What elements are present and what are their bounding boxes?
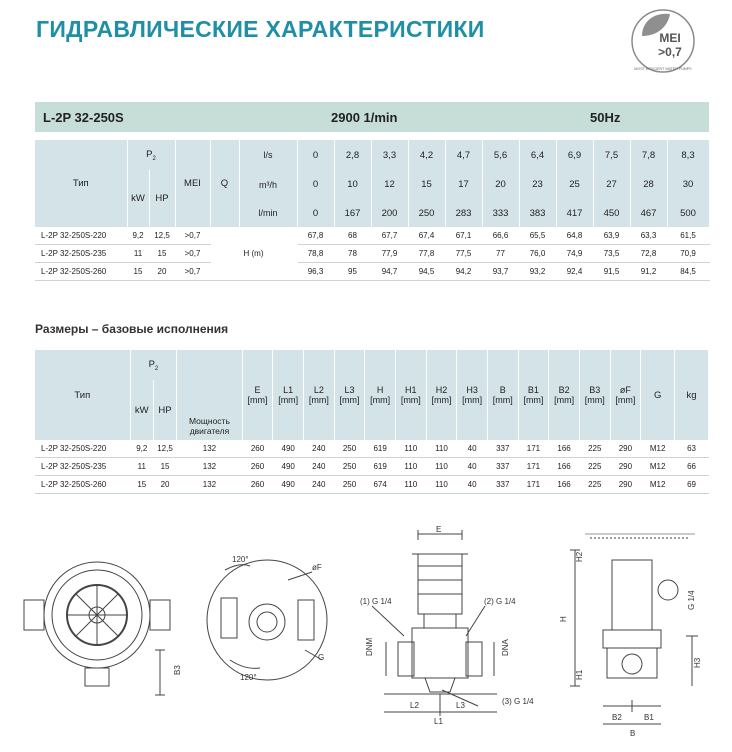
dimensions-title: Размеры – базовые исполнения [35,322,229,336]
dim-cell: 166 [549,476,580,494]
dim-cell: 240 [304,440,335,458]
head-cell: 74,9 [556,245,593,263]
dim-cell: 290 [610,476,641,494]
row-hp: 20 [153,476,176,494]
label-l3: L3 [456,701,465,710]
table-row [35,458,709,476]
technical-drawings [0,510,732,752]
row-kg: 66 [675,458,709,476]
dimensions-table [35,350,709,494]
row-name: L-2P 32-250S-260 [35,476,130,494]
flow-cell: 0 [297,170,334,199]
performance-table [35,140,710,281]
label-l1: L1 [434,717,443,726]
head-cell: 67,7 [371,227,408,245]
dim-cell: 171 [518,458,549,476]
dim-cell: 290 [610,458,641,476]
g-header: G [641,350,675,440]
head-cell: 72,8 [630,245,667,263]
row-kw: 15 [130,476,153,494]
row-kw: 15 [127,263,149,281]
row-kw: 11 [130,458,153,476]
flow-cell: 6,4 [519,140,556,170]
dim-cell: 110 [395,440,426,458]
flow-cell: 0 [297,140,334,170]
model-header-band [35,102,709,132]
dim-cell: 225 [579,476,610,494]
label-gs: G 1/4 [687,590,696,610]
row-g: M12 [641,440,675,458]
dim-cell: 166 [549,440,580,458]
unit-lmin: l/min [239,199,297,227]
table-row [35,245,709,263]
row-motor: 132 [177,440,243,458]
dim-col-header: B [mm] [487,350,518,440]
flow-cell: 7,8 [630,140,667,170]
dim-cell: 225 [579,458,610,476]
dim-cell: 250 [334,458,365,476]
dim-cell: 110 [426,476,457,494]
dim-cell: 490 [273,458,304,476]
head-cell: 91,2 [630,263,667,281]
row-hp: 20 [149,263,175,281]
kg-header: kg [675,350,709,440]
flow-cell: 333 [482,199,519,227]
h-unit-label: H (m) [210,227,297,281]
head-cell: 93,7 [482,263,519,281]
dim-cell: 240 [304,476,335,494]
dim-cell: 110 [395,458,426,476]
flow-cell: 25 [556,170,593,199]
head-cell: 66,6 [482,227,519,245]
kw-header: kW [127,170,149,227]
dims-p2-header: $P_2$ [130,350,177,380]
dim-cell: 337 [487,440,518,458]
head-cell: 94,2 [445,263,482,281]
dim-cell: 490 [273,440,304,458]
dim-col-header: B1 [mm] [518,350,549,440]
row-name: L-2P 32-250S-220 [35,440,130,458]
unit-ls: l/s [239,140,297,170]
dim-cell: 260 [242,440,273,458]
dim-cell: 674 [365,476,396,494]
flow-cell: 6,9 [556,140,593,170]
dim-col-header: L2 [mm] [304,350,335,440]
badge-line2: >0,7 [658,45,682,59]
dim-cell: 171 [518,476,549,494]
flow-cell: 4,2 [408,140,445,170]
head-cell: 64,8 [556,227,593,245]
p2-header: $P_2$ [127,140,175,170]
flow-cell: 30 [667,170,709,199]
table-row [35,227,709,245]
head-cell: 67,4 [408,227,445,245]
label-h: H [559,616,568,622]
dim-cell: 110 [426,458,457,476]
hp-header: HP [149,170,175,227]
badge-line1: MEI [659,31,681,45]
label-dnm: DNM [365,637,374,656]
label-g3: (3) G 1/4 [502,697,534,706]
dim-cell: 240 [304,458,335,476]
label-b3: B3 [173,665,182,675]
flow-cell: 28 [630,170,667,199]
head-cell: 92,4 [556,263,593,281]
row-hp: 15 [149,245,175,263]
head-cell: 73,5 [593,245,630,263]
badge-ring-text: MOST EFFICIENT WATER PUMPS [634,67,692,71]
dims-hp-header: HP [153,380,176,440]
label-angle-top: 120° [232,555,249,564]
head-cell: 95 [334,263,371,281]
row-kw: 11 [127,245,149,263]
flow-cell: 383 [519,199,556,227]
dim-cell: 225 [579,440,610,458]
label-e: E [436,525,442,534]
flow-cell: 2,8 [334,140,371,170]
dim-cell: 337 [487,458,518,476]
label-dna: DNA [501,639,510,656]
dim-col-header: H1 [mm] [395,350,426,440]
dim-cell: 260 [242,458,273,476]
row-kg: 69 [675,476,709,494]
dim-col-header: L1 [mm] [273,350,304,440]
pump-flange-view [207,560,327,680]
head-cell: 67,1 [445,227,482,245]
dim-cell: 110 [395,476,426,494]
pump-top-view [24,562,170,695]
type-header: Тип [35,140,127,227]
head-cell: 63,9 [593,227,630,245]
dim-cell: 619 [365,458,396,476]
dim-col-header: øF [mm] [610,350,641,440]
dim-cell: 166 [549,458,580,476]
flow-cell: 283 [445,199,482,227]
flow-cell: 27 [593,170,630,199]
row-kw: 9,2 [127,227,149,245]
flow-cell: 8,3 [667,140,709,170]
label-b1: B1 [644,713,654,722]
flow-cell: 467 [630,199,667,227]
dim-col-header: E [mm] [242,350,273,440]
flow-cell: 3,3 [371,140,408,170]
label-angle-bottom: 120° [240,673,257,682]
row-name: L-2P 32-250S-260 [35,263,127,281]
head-cell: 61,5 [667,227,709,245]
motor-header: Мощность двигателя [177,350,243,440]
head-cell: 77 [482,245,519,263]
q-header: Q [210,140,239,227]
row-motor: 132 [177,476,243,494]
head-cell: 84,5 [667,263,709,281]
row-name: L-2P 32-250S-235 [35,458,130,476]
model-frequency: 50Hz [590,110,621,125]
row-kw: 9,2 [130,440,153,458]
flow-cell: 417 [556,199,593,227]
flow-cell: 167 [334,199,371,227]
head-cell: 76,0 [519,245,556,263]
row-name: L-2P 32-250S-235 [35,245,127,263]
flow-cell: 23 [519,170,556,199]
head-cell: 94,5 [408,263,445,281]
dim-col-header: B3 [mm] [579,350,610,440]
flow-cell: 15 [408,170,445,199]
dim-cell: 250 [334,476,365,494]
head-cell: 67,8 [297,227,334,245]
label-h3: H3 [693,657,702,668]
label-g2: (2) G 1/4 [484,597,516,606]
flow-cell: 7,5 [593,140,630,170]
flow-cell: 4,7 [445,140,482,170]
head-cell: 70,9 [667,245,709,263]
table-row [35,476,709,494]
head-cell: 77,9 [371,245,408,263]
unit-m3h: m³/h [239,170,297,199]
dim-cell: 290 [610,440,641,458]
label-l2: L2 [410,701,419,710]
model-name: L-2P 32-250S [43,110,124,125]
dim-col-header: H [mm] [365,350,396,440]
label-f: øF [312,563,322,572]
dim-cell: 337 [487,476,518,494]
flow-cell: 10 [334,170,371,199]
table-row [35,440,709,458]
head-cell: 63,3 [630,227,667,245]
head-cell: 96,3 [297,263,334,281]
pump-front-view [372,530,497,716]
dim-col-header: H2 [mm] [426,350,457,440]
flow-cell: 5,6 [482,140,519,170]
row-g: M12 [641,476,675,494]
flow-cell: 450 [593,199,630,227]
flow-cell: 200 [371,199,408,227]
flow-cell: 250 [408,199,445,227]
dim-cell: 171 [518,440,549,458]
label-h2: H2 [575,551,584,562]
dim-cell: 40 [457,476,488,494]
flow-cell: 0 [297,199,334,227]
dims-type-header: Тип [35,350,130,440]
table-row [35,263,709,281]
dim-cell: 250 [334,440,365,458]
dim-col-header: L3 [mm] [334,350,365,440]
label-b2: B2 [612,713,622,722]
flow-cell: 17 [445,170,482,199]
head-cell: 91,5 [593,263,630,281]
row-mei: >0,7 [175,227,210,245]
dim-cell: 619 [365,440,396,458]
head-cell: 77,5 [445,245,482,263]
row-mei: >0,7 [175,245,210,263]
flow-cell: 20 [482,170,519,199]
dim-cell: 110 [426,440,457,458]
pump-side-view [570,534,698,724]
row-kg: 63 [675,440,709,458]
label-b: B [630,729,636,738]
head-cell: 78 [334,245,371,263]
row-motor: 132 [177,458,243,476]
label-g1: (1) G 1/4 [360,597,392,606]
page-title: ГИДРАВЛИЧЕСКИЕ ХАРАКТЕРИСТИКИ [36,16,485,42]
dim-cell: 40 [457,440,488,458]
head-cell: 68 [334,227,371,245]
mei-header: MEI [175,140,210,227]
head-cell: 93,2 [519,263,556,281]
row-hp: 15 [153,458,176,476]
model-speed: 2900 1/min [331,110,398,125]
dim-cell: 260 [242,476,273,494]
dim-col-header: H3 [mm] [457,350,488,440]
flow-cell: 12 [371,170,408,199]
label-g: G [318,653,325,662]
dim-col-header: B2 [mm] [549,350,580,440]
row-g: M12 [641,458,675,476]
head-cell: 65,5 [519,227,556,245]
row-name: L-2P 32-250S-220 [35,227,127,245]
mei-badge [628,6,698,76]
dims-kw-header: kW [130,380,153,440]
flow-cell: 500 [667,199,709,227]
head-cell: 94,7 [371,263,408,281]
label-h1: H1 [575,669,584,680]
row-hp: 12,5 [149,227,175,245]
head-cell: 77,8 [408,245,445,263]
row-hp: 12,5 [153,440,176,458]
row-mei: >0,7 [175,263,210,281]
head-cell: 78,8 [297,245,334,263]
dim-cell: 40 [457,458,488,476]
dim-cell: 490 [273,476,304,494]
